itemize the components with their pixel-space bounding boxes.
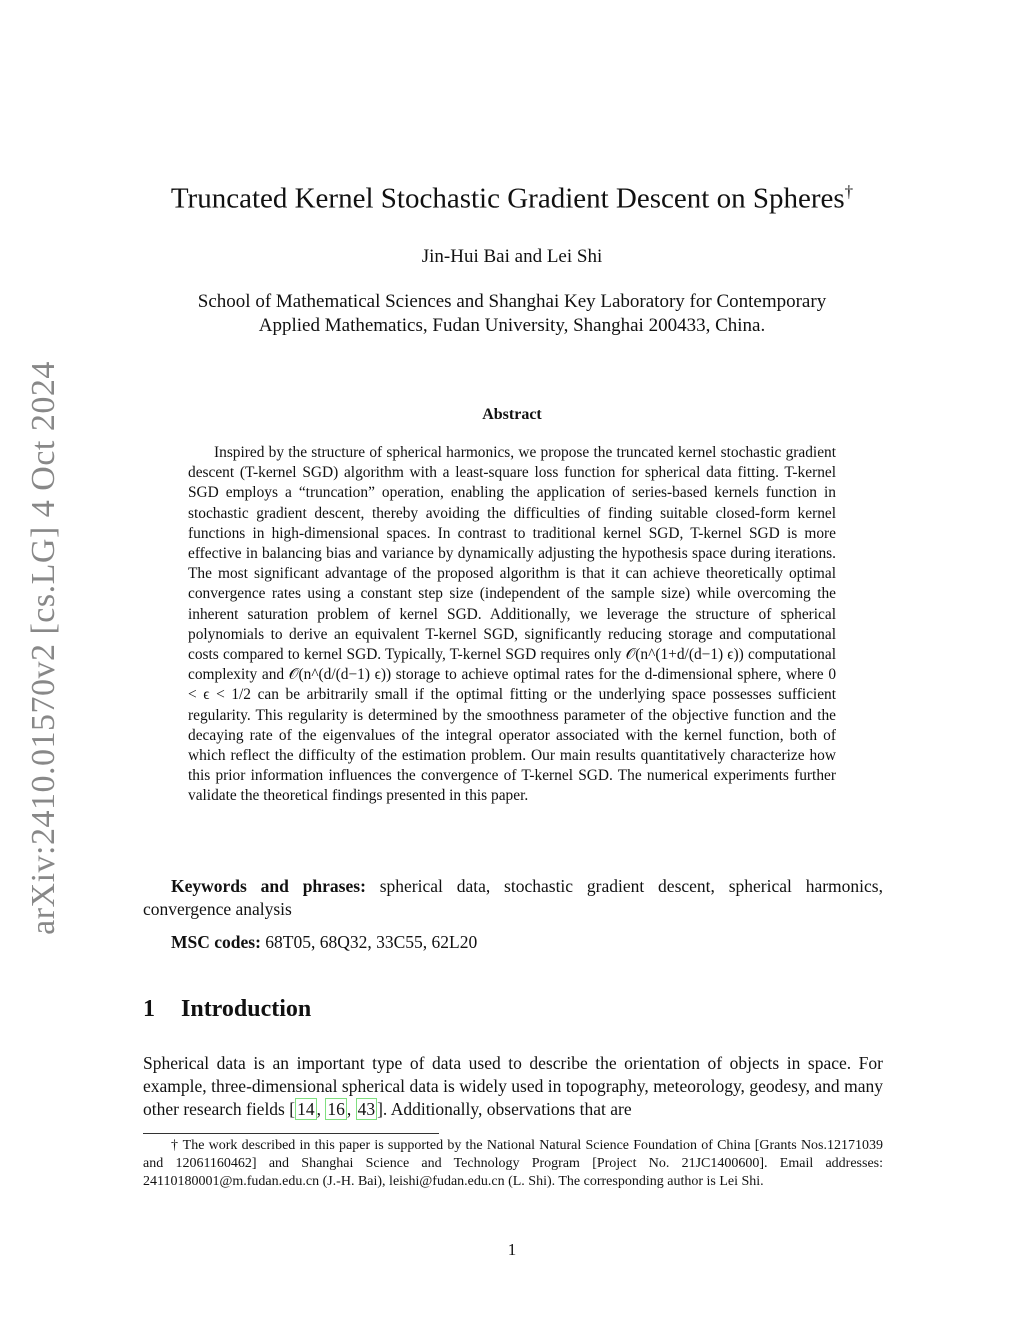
keywords xyxy=(143,875,883,921)
footnote-rule xyxy=(143,1133,439,1134)
citation-link[interactable]: 43 xyxy=(357,1099,376,1119)
keywords-label: Keywords and phrases: xyxy=(171,876,366,896)
keywords-text: spherical data, stochastic gradient descent, spherical harmonics, convergence analysis xyxy=(143,876,883,919)
msc-label: MSC codes: xyxy=(171,932,261,952)
msc-codes xyxy=(171,932,871,953)
abstract-text-1: Inspired by the structure of spherical harmonics, we propose the truncated kernel stochastic gradient descent (T-kernel SGD) algorithm with a least-square loss function for spherical data fitting. T-kernel SGD employs a “truncation” operation, enabling the application of series-based kernels function in stochastic gradient descent, thereby avoiding the difficulties of finding suitable closed-form kernel functions in high-dimensional spaces. In contrast to traditional kernel SGD, T-kernel SGD is more effective in balancing bias and variance by dynamically adjusting the hypothesis space during iterations. The most significant advantage of the proposed algorithm is that it can achieve theoretically optimal convergence rates using a constant step size (independent of the sample size) while overcoming the inherent saturation problem of kernel SGD. Additionally, we leverage the structure of spherical polynomials to derive an equivalent T-kernel SGD, significantly reducing storage and computational costs compared to kernel SGD. Typically, T-kernel SGD requires only xyxy=(188,444,836,664)
paper-title xyxy=(0,182,1024,216)
title-text: Truncated Kernel Stochastic Gradient Descent on Spheres xyxy=(170,182,845,215)
footnote: † The work described in this paper is supported by the National Natural Science Foundation of China [Grants Nos.12171039 and 12061160462] and Shanghai Science and Technology Program [Project No. 21JC1400600]. Email addresses: 24110180001@m.fudan.edu.cn (J.-H. Bai), leishi@fudan.edu.cn (L. Shi). The corresponding author is Lei Shi. xyxy=(143,1138,883,1189)
arxiv-identifier[interactable]: arXiv:2410.01570v2 [cs.LG] 4 Oct 2024 xyxy=(25,361,62,935)
introduction-paragraph: Spherical data is an important type of data used to describe the orientation of objects in space. For example, three-dimensional spherical data is widely used in topography, meteorology, geodesy, and many other research fields [ 14 , 16 , 43 ]. Additionally, observations that are xyxy=(143,1053,883,1119)
abstract-text-3: storage to achieve optimal rates for the d-dimensional sphere, where xyxy=(391,666,829,684)
section-number: 1 xyxy=(143,996,155,1022)
citation-link[interactable]: 16 xyxy=(327,1099,345,1119)
affiliation-line-1: School of Mathematical Sciences and Shanghai Key Laboratory for Contemporary xyxy=(197,291,827,312)
title-footnote-mark[interactable]: † xyxy=(844,182,854,201)
affiliation-line-2: Applied Mathematics, Fudan University, Shanghai 200433, China. xyxy=(258,315,766,336)
math-epsilon-range: 0 < ϵ < 1/2 xyxy=(188,666,837,704)
msc-text: 68T05, 68Q32, 33C55, 62L20 xyxy=(265,932,478,952)
section-heading-introduction xyxy=(143,996,883,1023)
intro-text-before: Spherical data is an important type of data used to describe the orientation of objects in space. For example, three-dimensional spherical data is widely used in topography, meteorology, geodesy, and many other research fields xyxy=(143,1053,883,1119)
citation-link[interactable]: 14 xyxy=(297,1099,315,1119)
affiliation xyxy=(140,290,884,338)
abstract-heading: Abstract xyxy=(482,406,542,423)
abstract-text-2: computational complexity and xyxy=(188,646,836,684)
intro-text-after: . Additionally, observations that are xyxy=(382,1099,632,1119)
abstract-text-4: can be arbitrarily small if the optimal fitting or the underlying space possesses sufficient regularity. This regularity is determined by the smoothness parameter of the objective function and the decaying rate of the eigenvalues of the integral operator associated with the kernel function, both of which reflect the difficulty of the estimation problem. Our main results quantitatively characterize how this prior information influences the convergence of T-kernel SGD. The numerical experiments further validate the theoretical findings presented in this paper. xyxy=(188,686,836,805)
math-complexity: 𝒪(n^(1+d/(d−1) ϵ)) xyxy=(625,646,744,664)
authors: Jin-Hui Bai and Lei Shi xyxy=(421,246,603,267)
section-title: Introduction xyxy=(181,996,312,1022)
abstract-body xyxy=(188,443,836,807)
page-number: 1 xyxy=(507,1240,517,1259)
math-storage: 𝒪(n^(d/(d−1) ϵ)) xyxy=(288,666,392,684)
